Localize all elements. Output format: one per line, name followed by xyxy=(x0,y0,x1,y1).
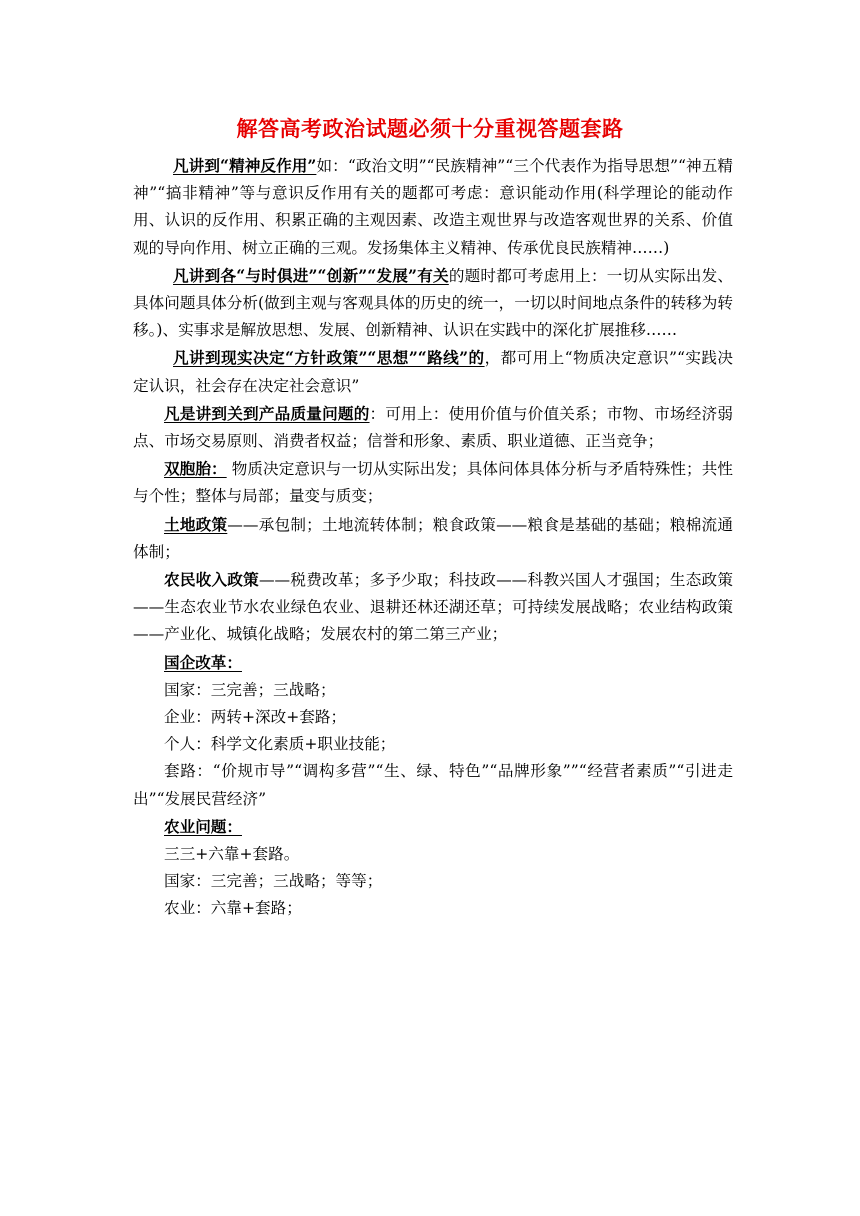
paragraph-text: ——税费改革；多予少取；科技政——科教兴国人才强国；生态政策——生态农业节水农业绿色农业、退耕还林还湖还草；可持续发展战略；农业结构政策——产业化、城镇化战略；发展农村的第二第三产业； xyxy=(133,571,733,644)
list-item xyxy=(133,731,733,758)
paragraph-text: ：可用上：使用价值与价值关系；市物、市场经济弱点、市场交易原则、消费者权益；信誉和形象、素质、职业道德、正当竞争； xyxy=(133,404,733,451)
list-item xyxy=(133,841,733,868)
paragraph-text: 个人：科学文化素质+职业技能； xyxy=(164,735,396,754)
keyword: 农民收入政策 xyxy=(164,570,259,590)
keyword: 国企改革： xyxy=(164,652,242,672)
keyword: 凡讲到“精神反作用” xyxy=(173,156,317,175)
list-item xyxy=(133,704,733,731)
paragraph-text: 国家：三完善；三战略； xyxy=(164,680,336,699)
paragraph-text: ——承包制；土地流转体制；粮食政策——粮食是基础的基础；粮棉流通体制； xyxy=(133,515,733,561)
document-title: 解答高考政治试题必须十分重视答题套路 xyxy=(236,116,624,141)
paragraph-land-policy xyxy=(133,511,733,566)
paragraph-twins xyxy=(133,455,733,510)
paragraph-policy xyxy=(133,344,733,399)
list-item xyxy=(133,868,733,895)
paragraph-text: 企业：两转+深改+套路； xyxy=(164,708,347,727)
keyword: 土地政策 xyxy=(164,514,228,534)
paragraph-quality xyxy=(133,400,733,455)
list-item xyxy=(133,895,733,922)
heading-agriculture xyxy=(133,813,733,841)
paragraph-text: 套路：“价规市导”“调构多营”“生、绿、特色”“品牌形象””“经营者素质”“引进走出”“发展民营经济” xyxy=(133,762,733,808)
keyword: 农业问题： xyxy=(164,816,242,836)
paragraph-text: 三三+六靠+套路。 xyxy=(164,845,300,864)
list-item xyxy=(133,758,733,812)
paragraph-text: 国家：三完善；三战略；等等； xyxy=(164,872,383,891)
paragraph-farmer-income xyxy=(133,566,733,649)
keyword: 凡是讲到关到产品质量问题的 xyxy=(164,403,370,423)
paragraph-spirit xyxy=(133,152,733,262)
keyword: 凡讲到现实决定“方针政策”“思想”“路线”的 xyxy=(173,348,485,368)
paragraph-text: ，都可用上“物质决定意识”“实践决定认识，社会存在决定社会意识” xyxy=(133,349,733,395)
paragraph-text: 农业：六靠+套路； xyxy=(164,899,302,918)
list-item xyxy=(133,677,733,704)
paragraph-innovation xyxy=(133,262,733,345)
keyword: 双胞胎： xyxy=(164,459,227,479)
document-body xyxy=(133,152,733,923)
paragraph-text: 如：“政治文明”“民族精神”“三个代表作为指导思想”“神五精神”“搞非精神”等与意识反作用有关的题都可考虑：意识能动作用(科学理论的能动作用、认识的反作用、积累正确的主观因素、改造主观世界与改造客观世界的关系、价值观的导向作用、树立正确的三观。发扬集体主义精神、传承优良民族精神……) xyxy=(133,157,733,257)
heading-soe-reform xyxy=(133,649,733,677)
keyword: 凡讲到各“与时俱进”“创新”“发展”有关 xyxy=(173,265,449,285)
paragraph-text: 的题时都可考虑用上：一切从实际出发、具体问题具体分析(做到主观与客观具体的历史的统一，一切以时间地点条件的转移为转移。)、实事求是解放思想、发展、创新精神、认识在实践中的深化扩展推移…… xyxy=(133,266,733,340)
paragraph-text: 物质决定意识与一切从实际出发；具体问体具体分析与矛盾特殊性；共性与个性；整体与局部；量变与质变； xyxy=(133,460,733,506)
